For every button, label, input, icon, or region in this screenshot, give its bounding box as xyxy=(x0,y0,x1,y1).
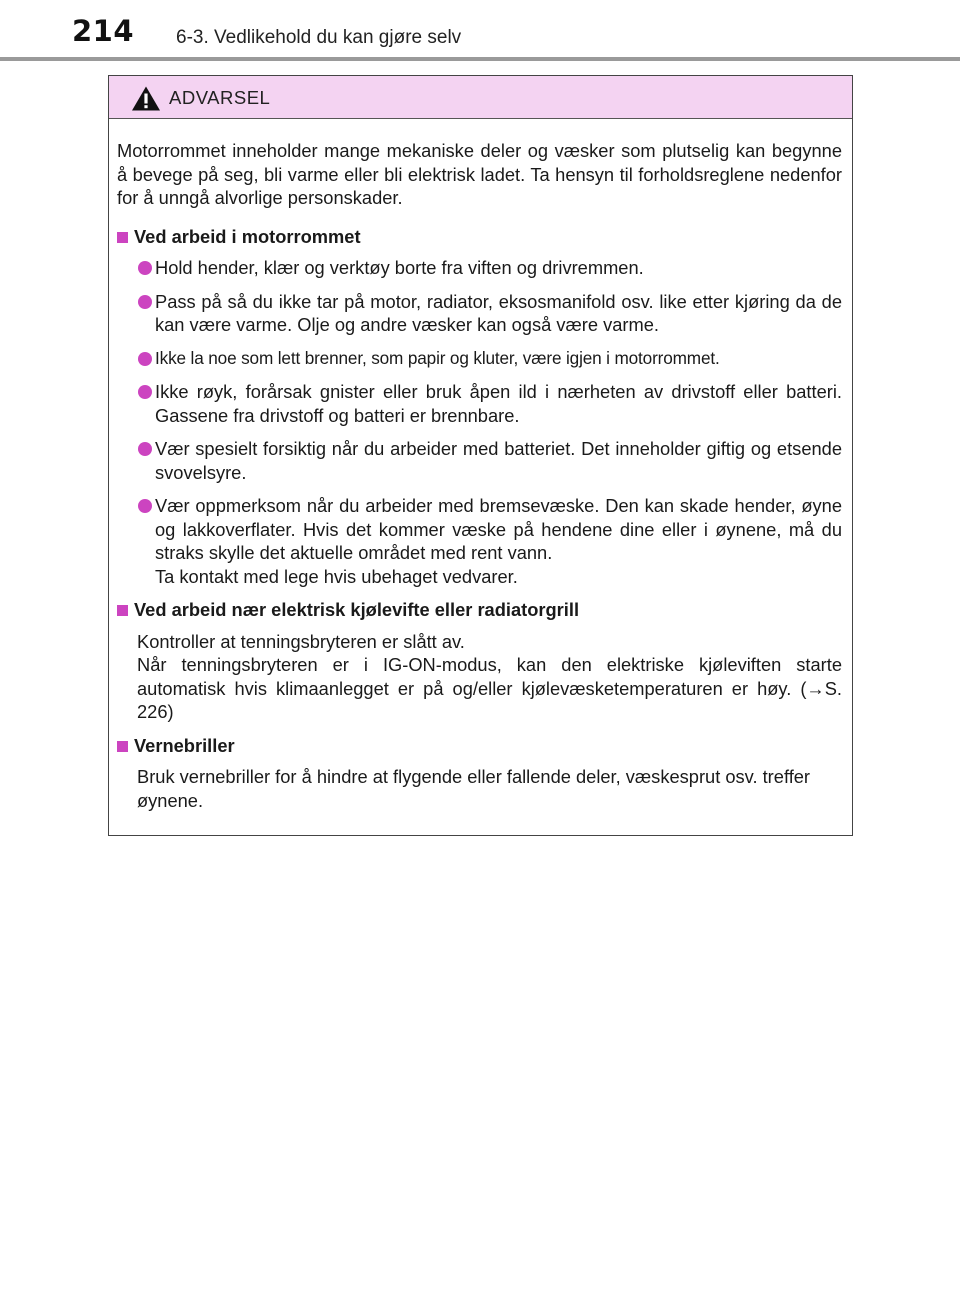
list-item-text-continued: Ta kontakt med lege hvis ubehaget vedvarer. xyxy=(155,565,518,587)
list-item-text: Ikke la noe som lett brenner, som papir og kluter, være igjen i motorrommet. xyxy=(155,347,720,368)
warning-body xyxy=(109,119,852,812)
section-safety-glasses xyxy=(117,734,842,813)
bullet-list xyxy=(117,256,842,588)
section-heading-text: Ved arbeid i motorrommet xyxy=(134,225,361,247)
section-paragraph xyxy=(117,630,842,724)
section-cooling-fan xyxy=(117,598,842,724)
list-item xyxy=(117,380,842,427)
section-heading xyxy=(117,225,842,249)
section-title: 6-3. Vedlikehold du kan gjøre selv xyxy=(176,27,462,48)
section-engine-compartment xyxy=(117,225,842,589)
warning-title: ADVARSEL xyxy=(169,87,271,108)
section-heading xyxy=(117,598,842,622)
circle-bullet-icon xyxy=(138,295,152,309)
circle-bullet-icon xyxy=(138,442,152,456)
warning-box xyxy=(108,75,853,836)
square-bullet-icon xyxy=(117,741,128,752)
section-heading xyxy=(117,734,842,758)
list-item-text: Ikke røyk, forårsak gnister eller bruk åpen ild i nærheten av drivstoff eller batteri. Gassene fra drivstoff og batteri er brennbare. xyxy=(155,381,842,426)
square-bullet-icon xyxy=(117,232,128,243)
square-bullet-icon xyxy=(117,605,128,616)
page-header xyxy=(0,0,960,60)
warning-header xyxy=(109,76,852,119)
warning-triangle-icon xyxy=(131,85,161,112)
circle-bullet-icon xyxy=(138,499,152,513)
paragraph-line: Når tenningsbryteren er i IG-ON-modus, kan den elektriske kjøleviften starte automatisk hvis klimaanlegget er på og/eller kjølevæsketemperaturen er høy. (→S. 226) xyxy=(137,654,842,722)
circle-bullet-icon xyxy=(138,385,152,399)
page-number: 214 xyxy=(72,14,135,48)
list-item xyxy=(117,256,842,280)
header-divider xyxy=(0,57,960,61)
list-item-text: Pass på så du ikke tar på motor, radiator, eksosmanifold osv. like etter kjøring da de kan være varme. Olje og andre væsker kan også være varme. xyxy=(155,290,842,335)
list-item-text: Hold hender, klær og verktøy borte fra viften og drivremmen. xyxy=(155,257,644,278)
warning-intro: Motorrommet inneholder mange mekaniske deler og væsker som plutselig kan begynne å bevege på seg, bli varme eller bli elektrisk ladet. Ta hensyn til forholdsreglene nedenfor for å unngå alvorlige personskader. xyxy=(117,140,842,208)
list-item-text: Vær oppmerksom når du arbeider med bremsevæske. Den kan skade hender, øyne og lakkoverflater. Hvis det kommer væske på hendene dine eller i øynene, må du straks skylle det aktuelle området med rent vann. xyxy=(155,495,842,563)
list-item-text: Vær spesielt forsiktig når du arbeider med batteriet. Det inneholder giftig og etsende svovelsyre. xyxy=(155,438,842,483)
section-heading-text: Vernebriller xyxy=(134,734,235,756)
list-item xyxy=(117,494,842,588)
circle-bullet-icon xyxy=(138,352,152,366)
paragraph-line: Kontroller at tenningsbryteren er slått av. xyxy=(137,630,465,652)
list-item xyxy=(117,347,842,371)
list-item xyxy=(117,437,842,484)
list-item xyxy=(117,290,842,337)
circle-bullet-icon xyxy=(138,261,152,275)
section-paragraph: Bruk vernebriller for å hindre at flygende eller fallende deler, væskesprut osv. treffer øynene. xyxy=(137,766,811,811)
section-heading-text: Ved arbeid nær elektrisk kjølevifte eller radiatorgrill xyxy=(134,599,580,620)
